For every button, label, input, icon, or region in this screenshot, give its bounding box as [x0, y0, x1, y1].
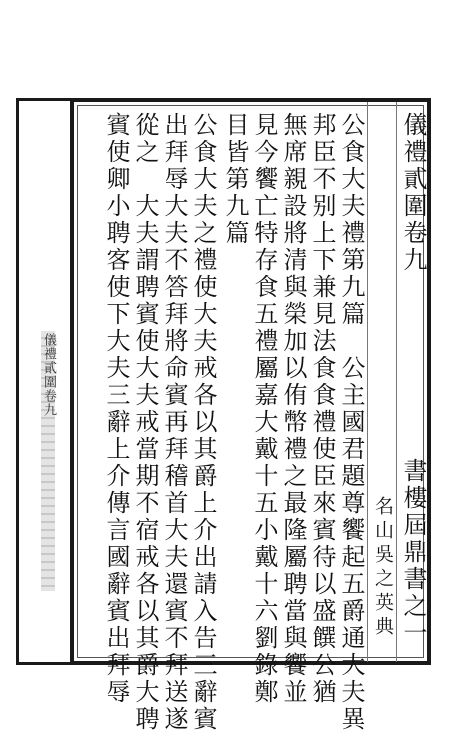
- text-line: 賓使卿小聘客使下大夫三辭上介傳言國辭賓出拜辱: [102, 112, 130, 706]
- chapter-heading-line: 公食大夫禮第九篇 公主國君題尊饗起五爵通大夫異: [337, 112, 365, 733]
- book-title: 儀禮貳圍卷九: [399, 112, 427, 274]
- collection-name: 書樓屆鼎書之一: [399, 458, 427, 647]
- text-line: 公食大夫之禮使大夫戒各以其爵上介出請入告三辭賓: [189, 112, 217, 733]
- spine-label: 儀禮貳圍卷九: [41, 333, 56, 417]
- text-line: 見今饗亡特存食五禮屬嘉大戴十五小戴十六劉錄鄭: [250, 112, 278, 706]
- author-line: 名山吳之英典: [372, 496, 394, 640]
- text-line: 出拜辱大夫不答拜將命賓再拜稽首大夫還賓不拜送遂: [160, 112, 188, 733]
- text-line: 從之 大夫謂聘賓使大夫戒當期不宿戒各以其爵大聘: [131, 112, 159, 733]
- text-line: 目皆第九篇: [221, 112, 249, 247]
- column-rule: [367, 102, 368, 662]
- text-line: 邦臣不别上下兼見法食食禮使臣來賓待以盛饌公猶: [308, 112, 336, 706]
- column-rule: [396, 102, 397, 662]
- text-line: 無席親設將清與榮加以侑幣禮之最隆屬聘當與饗並: [279, 112, 307, 706]
- spine-fold: [16, 98, 72, 665]
